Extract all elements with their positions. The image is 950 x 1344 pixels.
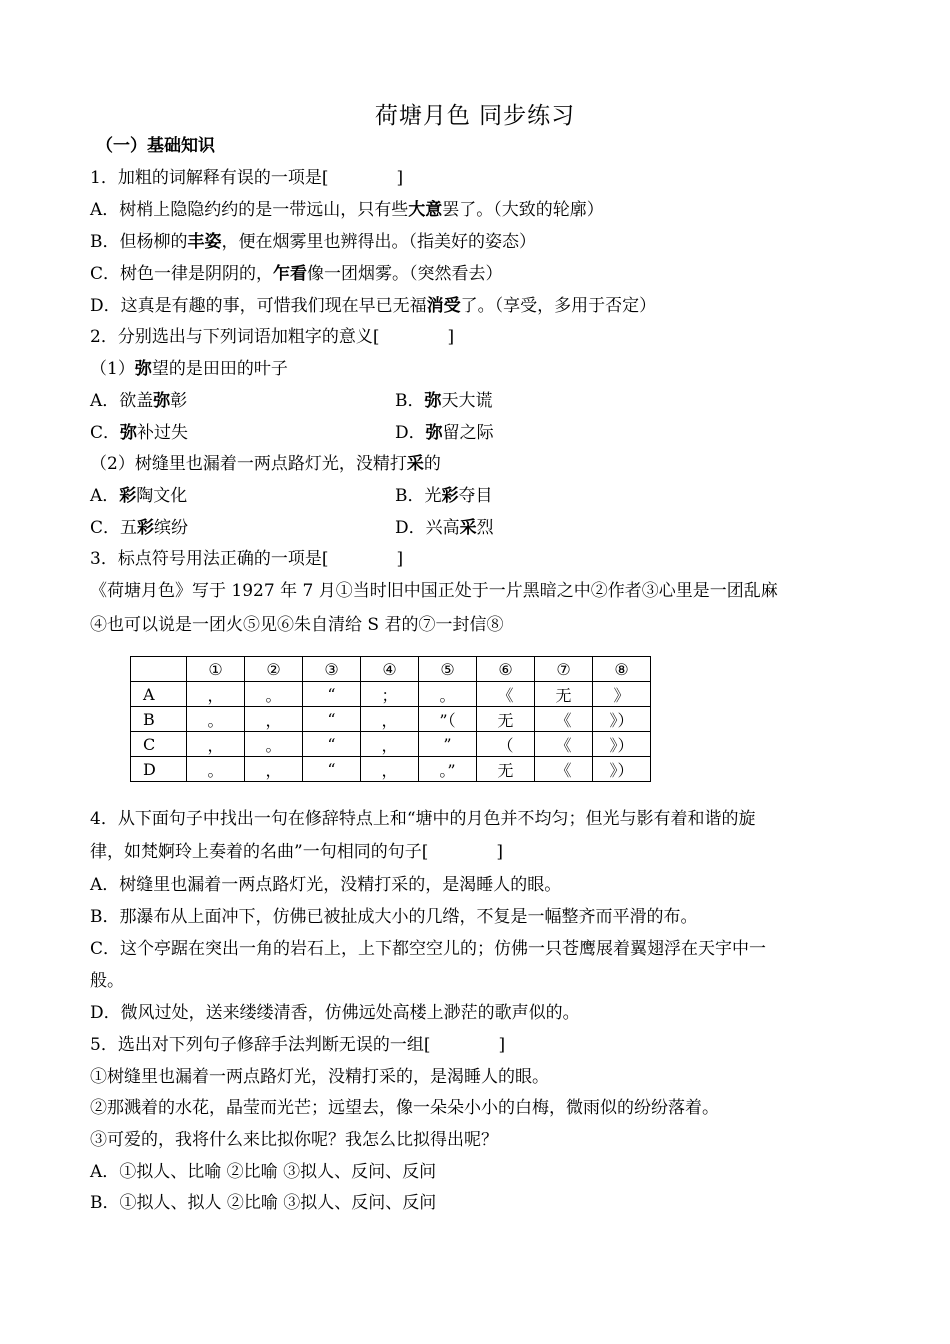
q2-part2-option-a: A．彩陶文化 (90, 486, 188, 506)
q5-sentence-1: ①树缝里也漏着一两点路灯光，没精打采的，是渴睡人的眼。 (90, 1067, 549, 1087)
table-cell: 无 (477, 707, 535, 732)
table-cell: C (131, 732, 187, 757)
page-title: 荷塘月色 同步练习 (374, 103, 576, 129)
table-cell: ” (419, 732, 477, 757)
q1-option-b: B．但杨柳的丰姿，便在烟雾里也辨得出。（指美好的姿态） (90, 232, 536, 252)
table-row (131, 732, 651, 757)
table-cell: 。” (419, 757, 477, 782)
table-row (131, 707, 651, 732)
table-cell: 》） (593, 757, 651, 782)
table-cell: ， (245, 757, 303, 782)
q5-option-a: A．①拟人、比喻 ②比喻 ③拟人、反问、反问 (90, 1162, 437, 1182)
table-cell: ”（ (419, 707, 477, 732)
table-cell: ， (187, 682, 245, 707)
table-cell: ⑤ (419, 657, 477, 682)
q2-part1-option-d: D．弥留之际 (395, 423, 494, 443)
q4-stem-line-2: 律，如梵婀玲上奏着的名曲”一句相同的句子[ ] (90, 842, 503, 862)
table-cell: “ (303, 757, 361, 782)
table-cell: D (131, 757, 187, 782)
table-cell: “ (303, 732, 361, 757)
q1-option-a: A．树梢上隐隐约约的是一带远山，只有些大意罢了。（大致的轮廓） (90, 200, 604, 220)
table-cell: （ (477, 732, 535, 757)
q1-stem: 1．加粗的词解释有误的一项是[ ] (90, 168, 404, 188)
table-cell (131, 657, 187, 682)
q2-part1: （1）弥望的是田田的叶子 (90, 359, 288, 379)
q5-sentence-3: ③可爱的，我将什么来比拟你呢？我怎么比拟得出呢？ (90, 1130, 498, 1150)
table-row (131, 757, 651, 782)
q1-option-d: D．这真是有趣的事，可惜我们现在早已无福消受了。（享受，多用于否定） (90, 296, 657, 316)
table-cell: ① (187, 657, 245, 682)
q5-option-b: B．①拟人、拟人 ②比喻 ③拟人、反问、反问 (90, 1193, 437, 1213)
q5-stem: 5．选出对下列句子修辞手法判断无误的一组[ ] (90, 1035, 506, 1055)
table-cell: ⑦ (535, 657, 593, 682)
table-cell: ⑥ (477, 657, 535, 682)
table-cell: 》） (593, 707, 651, 732)
table-cell: 。 (245, 682, 303, 707)
q2-part2-option-b: B．光彩夺目 (395, 486, 493, 506)
q3-punctuation-table (130, 656, 651, 782)
q2-part2-option-c: C．五彩缤纷 (90, 518, 189, 538)
q4-option-c-line-1: C．这个亭踞在突出一角的岩石上，上下都空空儿的；仿佛一只苍鹰展着翼翅浮在天宇中一 (90, 939, 767, 959)
table-cell: A (131, 682, 187, 707)
table-cell: 《 (535, 757, 593, 782)
table-header-row (131, 657, 651, 682)
table-cell: 》） (593, 732, 651, 757)
q5-sentence-2: ②那溅着的水花，晶莹而光芒；远望去，像一朵朵小小的白梅，微雨似的纷纷落着。 (90, 1098, 719, 1118)
q3-passage-line-1: 《荷塘月色》写于 1927 年 7 月①当时旧中国正处于一片黑暗之中②作者③心里是一团乱麻 (90, 581, 778, 601)
q4-option-a: A．树缝里也漏着一两点路灯光，没精打采的，是渴睡人的眼。 (90, 875, 562, 895)
table-cell: 。 (245, 732, 303, 757)
q3-passage-line-2: ④也可以说是一团火⑤见⑥朱自清给 S 君的⑦一封信⑧ (90, 615, 504, 635)
q2-part2-option-d: D．兴高采烈 (395, 518, 494, 538)
table-cell: ④ (361, 657, 419, 682)
table-cell: 。 (187, 707, 245, 732)
table-cell: 无 (535, 682, 593, 707)
q3-stem: 3．标点符号用法正确的一项是[ ] (90, 549, 404, 569)
table-cell: ， (361, 757, 419, 782)
table-cell: ③ (303, 657, 361, 682)
table-cell: 》 (593, 682, 651, 707)
table-cell: 《 (477, 682, 535, 707)
table-cell: “ (303, 682, 361, 707)
q1-option-c: C．树色一律是阴阴的，乍看像一团烟雾。（突然看去） (90, 264, 503, 284)
q4-stem-line-1: 4．从下面句子中找出一句在修辞特点上和“塘中的月色并不均匀；但光与影有着和谐的旋 (90, 809, 756, 829)
q2-part1-option-b: B．弥天大谎 (395, 391, 493, 411)
section-heading: （一）基础知识 (96, 136, 215, 156)
table-cell: B (131, 707, 187, 732)
table-cell: 。 (187, 757, 245, 782)
table-cell: ⑧ (593, 657, 651, 682)
q2-part1-option-c: C．弥补过失 (90, 423, 189, 443)
table-cell: 《 (535, 707, 593, 732)
table-cell: ； (361, 682, 419, 707)
q4-option-c-line-2: 般。 (90, 971, 124, 991)
table-cell: ， (361, 732, 419, 757)
q2-part2: （2）树缝里也漏着一两点路灯光，没精打采的 (90, 454, 441, 474)
table-cell: ， (245, 707, 303, 732)
q2-part1-option-a: A．欲盖弥彰 (90, 391, 188, 411)
table-cell: ， (361, 707, 419, 732)
q2-stem: 2．分别选出与下列词语加粗字的意义[ ] (90, 327, 455, 347)
table-cell: 《 (535, 732, 593, 757)
table-cell: 无 (477, 757, 535, 782)
table-cell: “ (303, 707, 361, 732)
q4-option-b: B．那瀑布从上面冲下，仿佛已被扯成大小的几绺，不复是一幅整齐而平滑的布。 (90, 907, 698, 927)
table-row (131, 682, 651, 707)
q4-option-d: D．微风过处，送来缕缕清香，仿佛远处高楼上渺茫的歌声似的。 (90, 1003, 580, 1023)
table-cell: 。 (419, 682, 477, 707)
table-cell: ， (187, 732, 245, 757)
table-cell: ② (245, 657, 303, 682)
